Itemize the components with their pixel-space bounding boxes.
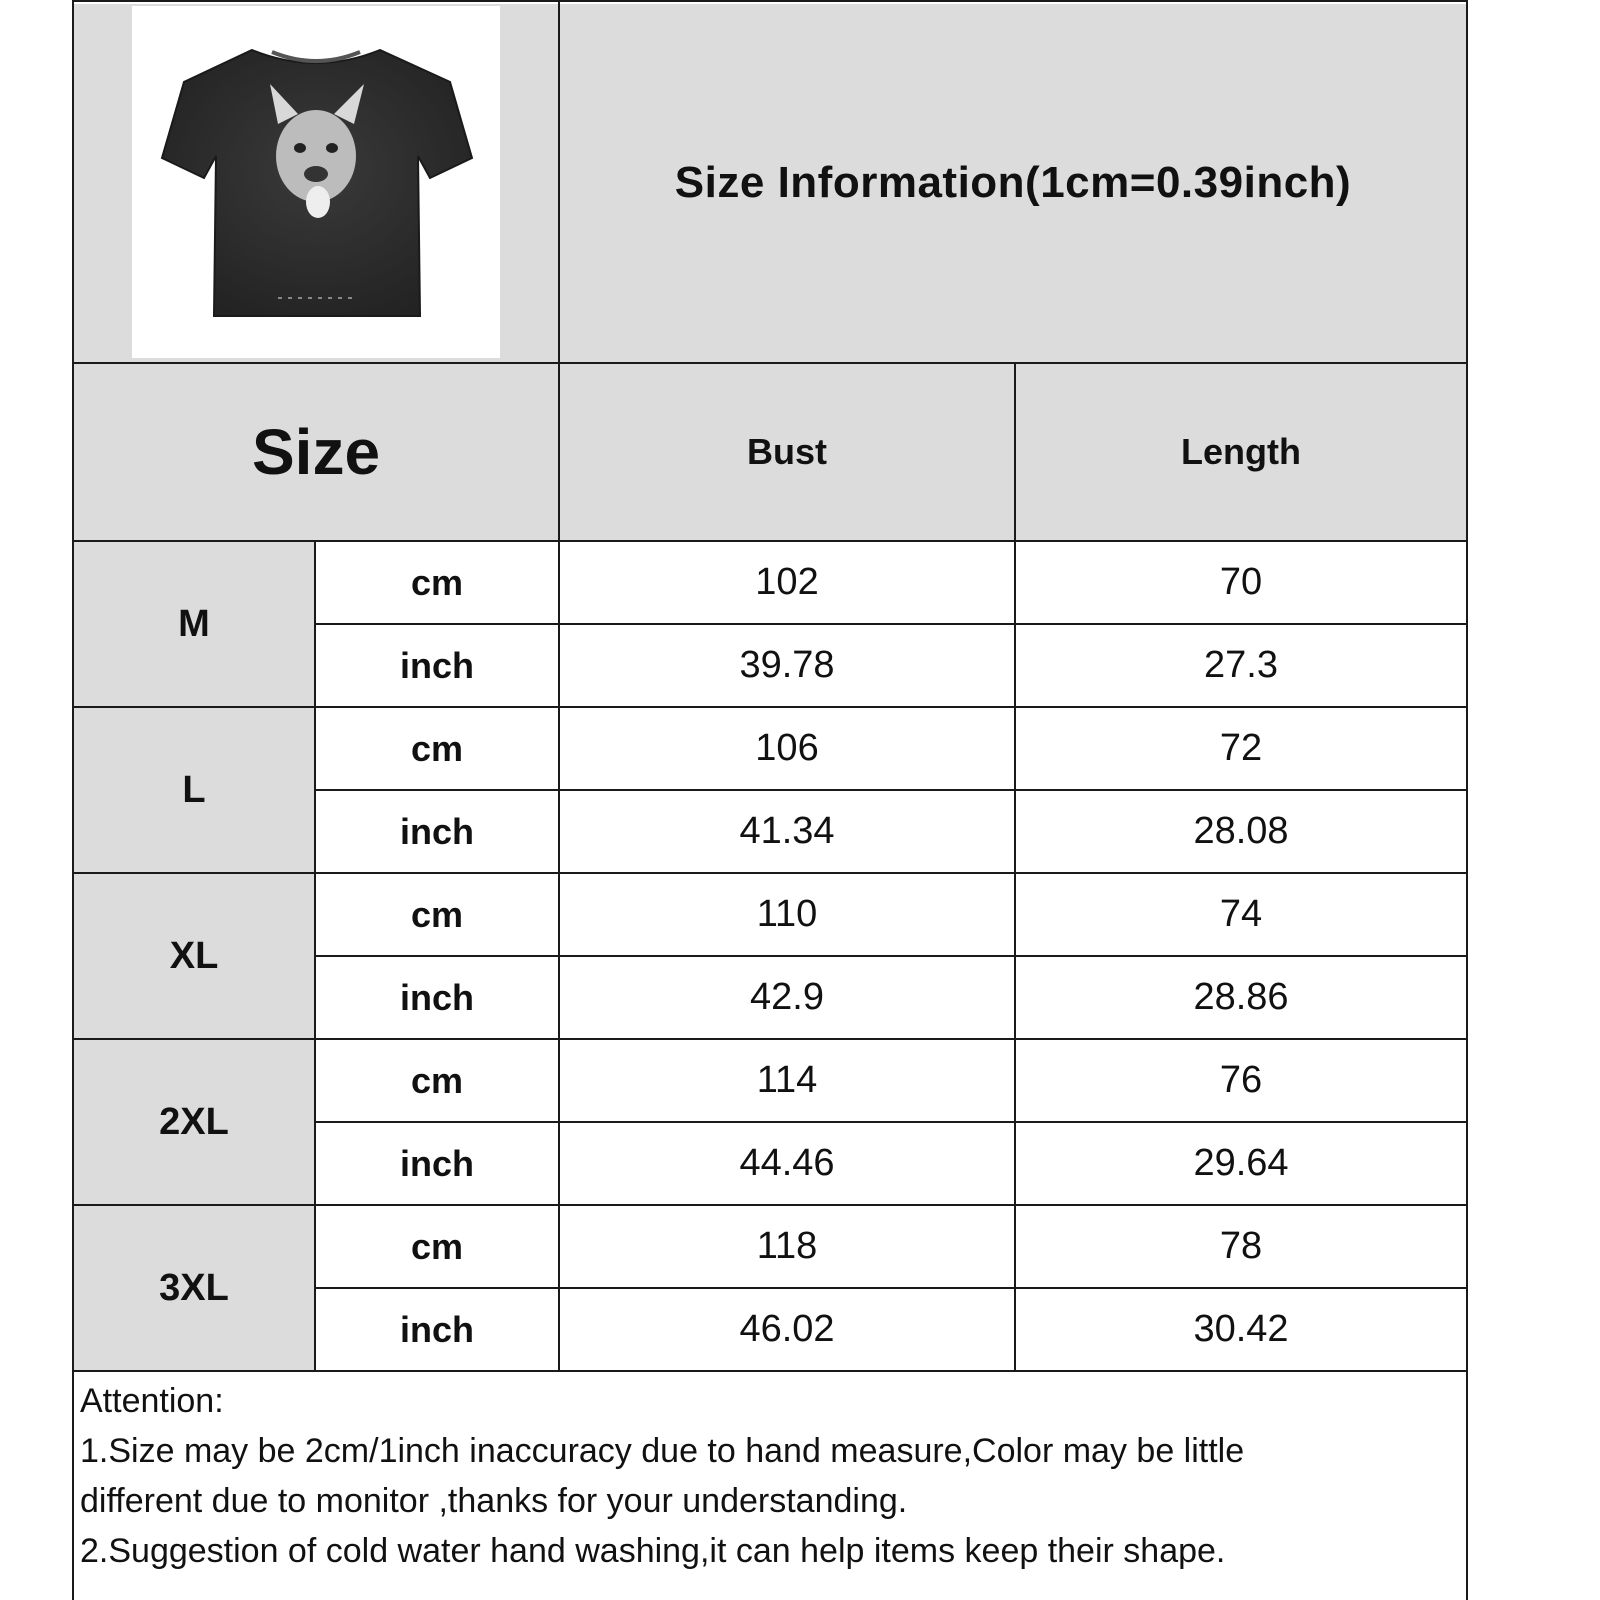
grid-line xyxy=(314,1287,1468,1289)
bust-value: 41.34 xyxy=(739,810,835,852)
unit-label: inch xyxy=(399,1142,474,1184)
unit-cell xyxy=(316,1123,558,1204)
unit-cell xyxy=(316,542,558,623)
length-value: 30.42 xyxy=(1193,1308,1289,1350)
unit-label: cm xyxy=(410,893,464,935)
size-label: 2XL xyxy=(159,1100,229,1143)
length-cell xyxy=(1016,1123,1466,1204)
grid-line xyxy=(1014,362,1016,1372)
length-cell xyxy=(1016,542,1466,623)
unit-label: cm xyxy=(410,1225,464,1267)
size-header: Size xyxy=(251,416,381,488)
length-cell xyxy=(1016,708,1466,789)
length-cell xyxy=(1016,1040,1466,1121)
bust-cell xyxy=(560,791,1014,872)
size-header-cell xyxy=(74,364,558,540)
grid-line xyxy=(1466,0,1468,1600)
unit-label: cm xyxy=(410,727,464,769)
grid-line xyxy=(314,789,1468,791)
size-label: L xyxy=(182,768,206,811)
length-cell xyxy=(1016,957,1466,1038)
unit-cell xyxy=(316,874,558,955)
bust-cell xyxy=(560,625,1014,706)
length-value: 29.64 xyxy=(1193,1142,1289,1184)
bust-value: 102 xyxy=(755,561,819,603)
bust-cell xyxy=(560,1040,1014,1121)
grid-line xyxy=(72,0,1468,2)
attention-notes xyxy=(80,1376,1460,1576)
grid-line xyxy=(72,872,1468,874)
title-cell xyxy=(560,4,1466,362)
grid-line xyxy=(314,623,1468,625)
bust-value: 110 xyxy=(756,893,818,935)
bust-cell xyxy=(560,542,1014,623)
length-value: 76 xyxy=(1219,1059,1263,1101)
length-cell xyxy=(1016,1289,1466,1370)
bust-value: 106 xyxy=(755,727,819,769)
length-cell xyxy=(1016,874,1466,955)
grid-line xyxy=(72,1370,1468,1372)
length-value: 70 xyxy=(1219,561,1263,603)
grid-line xyxy=(558,0,560,1372)
bust-value: 44.46 xyxy=(739,1142,835,1184)
bust-header-cell xyxy=(560,364,1014,540)
bust-value: 42.9 xyxy=(750,976,824,1018)
unit-cell xyxy=(316,957,558,1038)
bust-cell xyxy=(560,874,1014,955)
bust-cell xyxy=(560,1123,1014,1204)
table-row xyxy=(74,1040,314,1204)
grid-line xyxy=(72,0,74,1600)
bust-header: Bust xyxy=(747,431,827,472)
grid-line xyxy=(72,362,1468,364)
grid-line xyxy=(314,1121,1468,1123)
bust-value: 118 xyxy=(756,1225,818,1267)
attention-heading: Attention: xyxy=(80,1382,224,1420)
unit-label: inch xyxy=(399,810,474,852)
length-value: 78 xyxy=(1219,1225,1263,1267)
length-value: 74 xyxy=(1219,893,1263,935)
grid-line xyxy=(314,955,1468,957)
unit-label: inch xyxy=(399,976,474,1018)
grid-line xyxy=(72,1204,1468,1206)
unit-label: cm xyxy=(410,1059,464,1101)
grid-line xyxy=(72,540,1468,542)
length-header-cell xyxy=(1016,364,1466,540)
grid-line xyxy=(72,706,1468,708)
length-value: 27.3 xyxy=(1204,644,1278,686)
bust-cell xyxy=(560,708,1014,789)
unit-cell xyxy=(316,791,558,872)
bust-value: 39.78 xyxy=(739,644,835,686)
unit-cell xyxy=(316,708,558,789)
grid-line xyxy=(72,1038,1468,1040)
table-row xyxy=(74,1206,314,1370)
unit-cell xyxy=(316,1040,558,1121)
table-row xyxy=(74,708,314,872)
bust-cell xyxy=(560,957,1014,1038)
length-value: 72 xyxy=(1219,727,1263,769)
length-cell xyxy=(1016,1206,1466,1287)
length-header: Length xyxy=(1181,431,1301,472)
length-value: 28.08 xyxy=(1193,810,1289,852)
table-row xyxy=(74,542,314,706)
unit-cell xyxy=(316,1206,558,1287)
bust-value: 46.02 xyxy=(739,1308,835,1350)
unit-cell xyxy=(316,625,558,706)
size-label: M xyxy=(178,602,210,645)
length-cell xyxy=(1016,791,1466,872)
unit-label: inch xyxy=(399,1308,474,1350)
note-line: different due to monitor ,thanks for your understanding. xyxy=(80,1482,908,1520)
t-shirt-icon xyxy=(132,6,500,358)
note-line: 1.Size may be 2cm/1inch inaccuracy due to hand measure,Color may be little xyxy=(80,1432,1245,1470)
bust-cell xyxy=(560,1206,1014,1287)
size-label: XL xyxy=(169,934,219,977)
table-row xyxy=(74,874,314,1038)
unit-label: inch xyxy=(399,644,474,686)
size-label: 3XL xyxy=(159,1266,229,1309)
page-title: Size Information(1cm=0.39inch) xyxy=(674,158,1352,207)
length-cell xyxy=(1016,625,1466,706)
product-photo-area xyxy=(132,6,500,358)
bust-value: 114 xyxy=(756,1059,818,1101)
note-line: 2.Suggestion of cold water hand washing,it can help items keep their shape. xyxy=(80,1532,1226,1570)
unit-label: cm xyxy=(410,561,464,603)
length-value: 28.86 xyxy=(1193,976,1289,1018)
unit-cell xyxy=(316,1289,558,1370)
bust-cell xyxy=(560,1289,1014,1370)
